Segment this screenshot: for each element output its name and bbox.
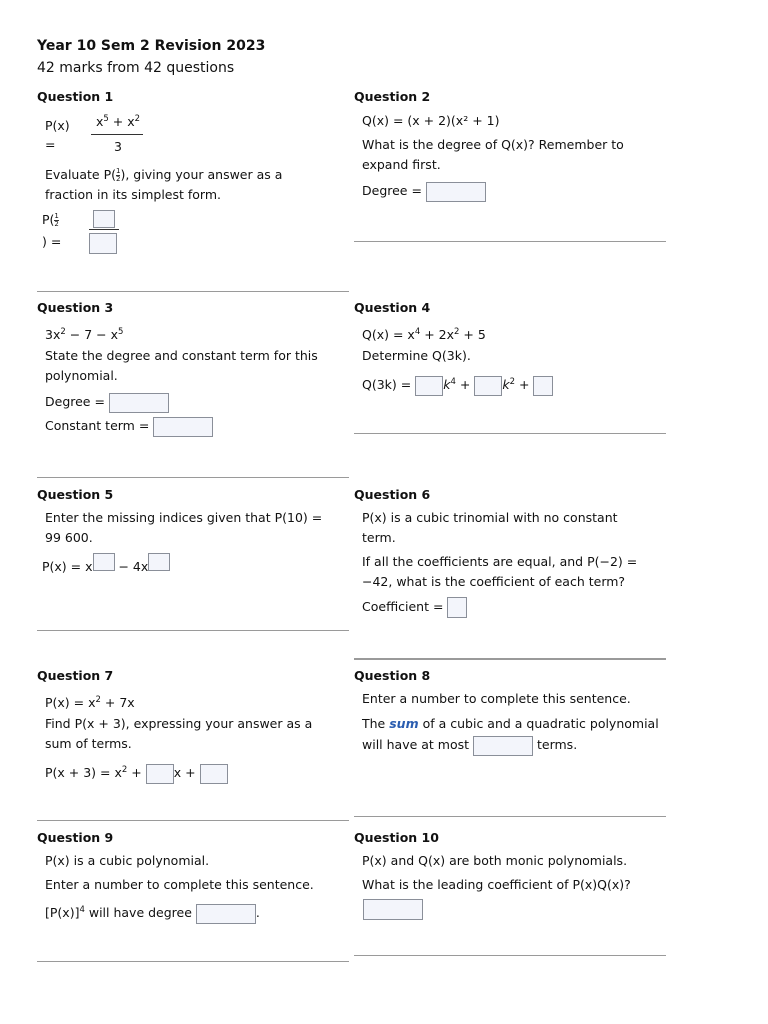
function-numerator: $x^5 + x^2$	[95, 114, 141, 130]
question-text: Enter a number to complete this sentence.	[362, 691, 631, 706]
divider	[37, 961, 349, 962]
question-title: Question 4	[354, 300, 431, 315]
first-index-input[interactable]	[93, 553, 115, 571]
divider	[37, 630, 349, 631]
question-title: Question 6	[354, 487, 431, 502]
fraction-bar	[91, 134, 143, 135]
constant-input[interactable]	[533, 376, 553, 396]
question-3	[37, 300, 349, 480]
degree-input[interactable]	[109, 393, 169, 413]
degree-input[interactable]	[426, 182, 486, 202]
answer-label: P( $\frac{1}{2}$	[42, 212, 59, 228]
question-1	[37, 89, 349, 289]
answer-row: $P(x + 3) = x^2 + x$ +	[45, 760, 228, 784]
leading-coefficient-input[interactable]	[363, 899, 423, 920]
question-4	[354, 300, 666, 440]
question-title: Question 1	[37, 89, 114, 104]
answer-fraction-bar	[89, 229, 119, 230]
divider	[37, 291, 349, 292]
degree-row: Degree =	[45, 392, 169, 413]
x-coefficient-input[interactable]	[146, 764, 174, 784]
sum-emphasis: sum	[389, 716, 419, 731]
answer-row: $[P(x)]^4$ will have degree .	[45, 900, 260, 924]
constant-input[interactable]	[200, 764, 228, 784]
function-lhs: P(x)	[45, 118, 70, 133]
half-fraction: $\frac{1}{2}$	[116, 167, 121, 183]
question-text: P(x) is a cubic trinomial with no constant term.	[362, 510, 618, 545]
question-title: Question 3	[37, 300, 114, 315]
question-text: Find P(x + 3), expressing your answer as a sum of terms.	[45, 716, 313, 751]
answer-row: $Q(3k) = k^4 + k^2$ +	[362, 372, 553, 396]
divider	[354, 433, 666, 434]
divider	[354, 241, 666, 242]
polynomial: $3x^2 - 7 - x^5$	[45, 327, 124, 343]
k4-coefficient-input[interactable]	[415, 376, 443, 396]
coefficient-input[interactable]	[447, 597, 467, 618]
function-denominator: 3	[114, 139, 122, 154]
question-7	[37, 668, 349, 828]
divider-top	[354, 659, 666, 660]
page-title: Year 10 Sem 2 Revision 2023	[37, 38, 266, 54]
question-text: P(x) is a cubic polynomial.	[45, 853, 210, 868]
answer-row: Degree =	[362, 181, 486, 202]
question-8	[354, 668, 666, 823]
numerator-input[interactable]	[93, 210, 115, 228]
question-title: Question 9	[37, 830, 114, 845]
question-title: Question 7	[37, 668, 114, 683]
constant-row: Constant term =	[45, 416, 213, 437]
question-title: Question 2	[354, 89, 431, 104]
question-text-2: If all the coefficients are equal, and P(−2) = −42, what is the coefficient of each term?	[362, 554, 638, 589]
question-text: Determine Q(3k).	[362, 348, 471, 363]
polynomial: $P(x) = x^2 + 7x$	[45, 695, 135, 711]
question-text: P(x) and Q(x) are both monic polynomials.	[362, 853, 628, 868]
answer-label-eq: ) =	[42, 234, 62, 249]
divider	[354, 955, 666, 956]
function-lhs-eq: =	[45, 137, 56, 152]
second-index-input[interactable]	[148, 553, 170, 571]
question-text: Enter the missing indices given that P(10) = 99 600.	[45, 510, 323, 545]
answer-row: P(x) = x − 4x	[42, 557, 170, 577]
question-title: Question 5	[37, 487, 114, 502]
question-text: State the degree and constant term for this polynomial.	[45, 348, 318, 383]
degree-input[interactable]	[196, 904, 256, 924]
polynomial: Q(x) = (x + 2)(x² + 1)	[362, 113, 500, 128]
question-text-2: The sum of a cubic and a quadratic polynomial will have at most terms.	[362, 713, 662, 756]
divider	[37, 477, 349, 478]
question-10	[354, 830, 666, 970]
question-5	[37, 487, 349, 637]
terms-input[interactable]	[473, 736, 533, 756]
page-subtitle: 42 marks from 42 questions	[37, 60, 235, 76]
answer-row: Coefficient =	[362, 597, 467, 618]
question-text: What is the degree of Q(x)? Remember to expand first.	[362, 137, 624, 172]
question-text-2: What is the leading coefficient of P(x)Q(x)?	[362, 877, 631, 892]
question-title: Question 8	[354, 668, 431, 683]
divider	[354, 816, 666, 817]
question-9	[37, 830, 349, 970]
polynomial: $Q(x) = x^4 + 2x^2 + 5$	[362, 327, 486, 343]
question-6	[354, 487, 666, 662]
constant-term-input[interactable]	[153, 417, 213, 437]
question-2	[354, 89, 666, 249]
question-text: Evaluate P( $\frac{1}{2}$ ), giving your answer as a fraction in its simplest form.	[45, 167, 283, 202]
k2-coefficient-input[interactable]	[474, 376, 502, 396]
question-title: Question 10	[354, 830, 439, 845]
question-text-2: Enter a number to complete this sentence.	[45, 877, 314, 892]
denominator-input[interactable]	[89, 233, 117, 254]
divider	[37, 820, 349, 821]
